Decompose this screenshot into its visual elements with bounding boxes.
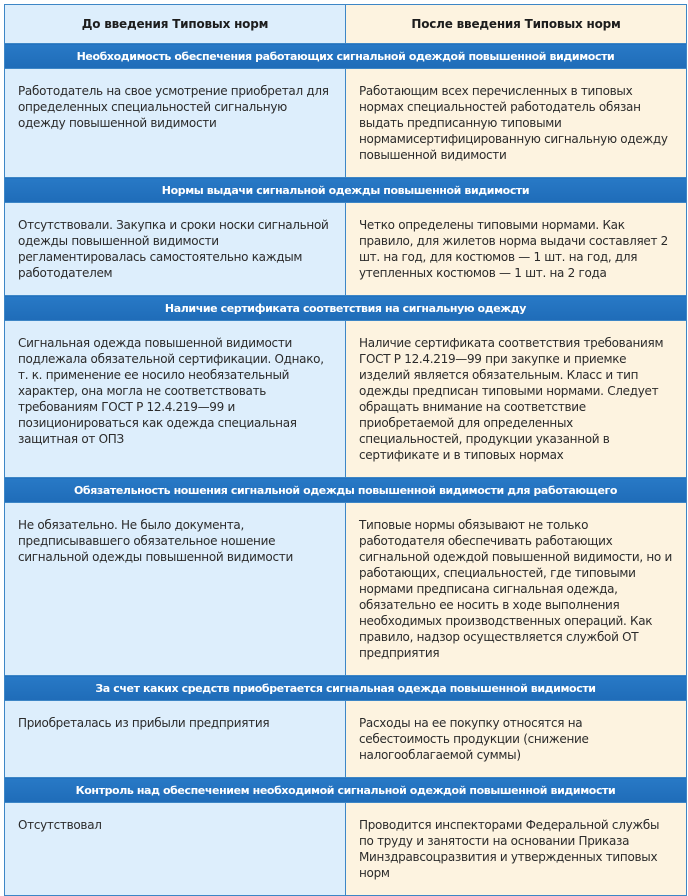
header-after: После введения Типовых норм xyxy=(346,5,687,44)
section-title: Обязательность ношения сигнальной одежды повышенной видимости для работающего xyxy=(5,478,686,503)
comparison-table xyxy=(4,4,687,896)
cell-before xyxy=(5,701,346,778)
cell-before-text: Сигнальная одежда повышенной видимости подлежала обязательной сертификации. Однако, т. к. применение ее носило необязательный характер, она могла не соответствовать требованиям ГОСТ Р 12.4.219—99 и позиционироваться как одежда специальная защитная от ОПЗ xyxy=(18,336,324,446)
cell-before-text: Работодатель на свое усмотрение приобретал для определенных специальностей сигнальную одежду повышенной видимости xyxy=(18,84,329,130)
cell-before xyxy=(5,203,346,296)
section-title-row xyxy=(5,178,686,203)
cell-before-text: Не обязательно. Не было документа, предписывавшего обязательное ношение сигнальной одежды повышенной видимости xyxy=(18,518,293,564)
cell-before xyxy=(5,803,346,896)
comparison-row xyxy=(5,69,686,178)
cell-after xyxy=(346,203,687,296)
cell-before xyxy=(5,503,346,676)
section-title-row xyxy=(5,478,686,503)
cell-after-text: Проводится инспекторами Федеральной службы по труду и занятости на основании Приказа Минздравсоцразвития и утвержденных типовых норм xyxy=(359,818,660,880)
cell-after xyxy=(346,503,687,676)
cell-after xyxy=(346,701,687,778)
comparison-row xyxy=(5,203,686,296)
cell-after-text: Типовые нормы обязывают не только работодателя обеспечивать работающих сигнальной одеждой повышенной видимости, но и работающих, специальностей, где типовыми нормами предписана сигнальная одежда, обязательно ее носить в ходе выполнения необходимых производственных операций. Как правило, надзор осуществляется службой ОТ предприятия xyxy=(359,518,672,660)
cell-before xyxy=(5,321,346,478)
section-title-row xyxy=(5,296,686,321)
comparison-row xyxy=(5,321,686,478)
section-title-row xyxy=(5,778,686,803)
section-title-row xyxy=(5,44,686,69)
section-title: За счет каких средств приобретается сигнальная одежда повышенной видимости xyxy=(5,676,686,701)
cell-before-text: Отсутствовал xyxy=(18,818,102,832)
cell-after xyxy=(346,321,687,478)
section-title-row xyxy=(5,676,686,701)
cell-before-text: Приобреталась из прибыли предприятия xyxy=(18,716,270,730)
header-row xyxy=(5,5,686,44)
section-title: Нормы выдачи сигнальной одежды повышенной видимости xyxy=(5,178,686,203)
header-before: До введения Типовых норм xyxy=(5,5,346,44)
cell-after-text: Наличие сертификата соответствия требованиям ГОСТ Р 12.4.219—99 при закупке и приемке изделий является обязательным. Класс и тип одежды предписан типовыми нормами. Следует обращать внимание на соответствие приобретаемой для определенных специальностей, продукции указанной в сертификате и в типовых нормах xyxy=(359,336,664,462)
section-title: Необходимость обеспечения работающих сигнальной одеждой повышенной видимости xyxy=(5,44,686,69)
cell-after xyxy=(346,69,687,178)
cell-after-text: Четко определены типовыми нормами. Как правило, для жилетов норма выдачи составляет 2 шт. на год, для костюмов — 1 шт. на год, для утепленных костюмов — 1 шт. на 2 года xyxy=(359,218,668,280)
comparison-row xyxy=(5,503,686,676)
cell-before xyxy=(5,69,346,178)
cell-before-text: Отсутствовали. Закупка и сроки носки сигнальной одежды повышенной видимости регламентировалась самостоятельно каждым работодателем xyxy=(18,218,329,280)
comparison-row xyxy=(5,803,686,896)
section-title: Контроль над обеспечением необходимой сигнальной одеждой повышенной видимости xyxy=(5,778,686,803)
cell-after xyxy=(346,803,687,896)
cell-after-text: Работающим всех перечисленных в типовых нормах специальностей работодатель обязан выдать предписанную типовыми нормамисертифицированную сигнальную одежду повышенной видимости xyxy=(359,84,668,162)
cell-after-text: Расходы на ее покупку относятся на себестоимость продукции (снижение налогооблагаемой суммы) xyxy=(359,716,589,762)
section-title: Наличие сертификата соответствия на сигнальную одежду xyxy=(5,296,686,321)
comparison-row xyxy=(5,701,686,778)
